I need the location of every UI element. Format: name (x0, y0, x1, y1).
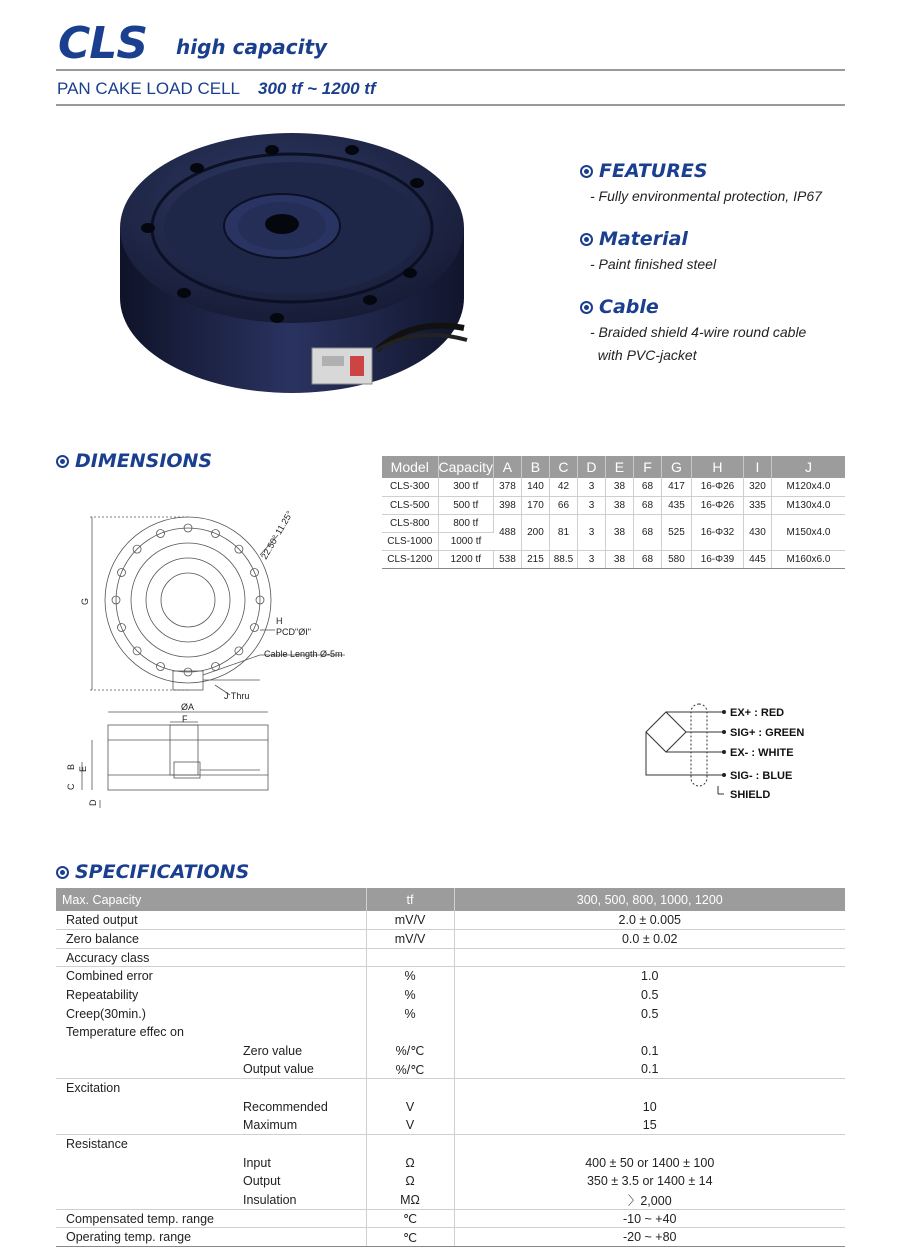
g-label: G (80, 597, 90, 605)
spec-value: 〉2,000 (454, 1191, 845, 1210)
f-label: F (182, 714, 188, 724)
cell: M120x4.0 (771, 478, 845, 496)
spec-item: Temperature effec on (56, 1023, 366, 1042)
material-heading (580, 228, 716, 250)
cell: 170 (521, 496, 549, 514)
cell: 38 (605, 550, 633, 568)
spec-value: 350 ± 3.5 or 1400 ± 14 (586, 1174, 713, 1189)
specifications-header-row (56, 888, 845, 911)
col-b: B (521, 456, 549, 478)
spec-item: Operating temp. range (56, 1228, 366, 1247)
spec-item: Accuracy class (56, 948, 366, 967)
cell: 3 (577, 514, 605, 550)
material-section (580, 228, 716, 276)
material-title: Material (599, 228, 688, 250)
features-text: - Fully environmental protection, IP67 (590, 188, 822, 204)
cell: 68 (633, 550, 661, 568)
spec-row (56, 1135, 845, 1154)
cell: 215 (521, 550, 549, 568)
cell: 16-Φ26 (691, 478, 743, 496)
cell: 300 tf (438, 478, 493, 496)
spec-value: 0.5 (641, 1006, 659, 1021)
spec-unit: Ω (366, 1172, 454, 1191)
cell: CLS-800 (382, 514, 438, 532)
spec-unit (366, 1079, 454, 1098)
spec-unit (366, 1135, 454, 1154)
spec-header-value: 300, 500, 800, 1000, 1200 (454, 888, 845, 911)
spec-value: 0.5 (641, 987, 659, 1002)
spec-header-item: Max. Capacity (56, 888, 366, 911)
spec-item: Insulation (56, 1191, 366, 1210)
spec-row (56, 1097, 845, 1116)
cell: 68 (633, 478, 661, 496)
j-thru-label: J Thru (224, 691, 250, 701)
spec-value: 0.1 (454, 1060, 845, 1079)
spec-row (56, 1079, 845, 1098)
header-rule-top (56, 69, 845, 71)
wire-ex-minus: EX- : WHITE (730, 747, 794, 759)
spec-item: Rated output (56, 911, 366, 930)
subtitle-text: PAN CAKE LOAD CELL (57, 79, 240, 98)
spec-row (56, 1172, 845, 1191)
cell: M130x4.0 (771, 496, 845, 514)
cell: 42 (549, 478, 577, 496)
spec-value: 0.0 ± 0.02 (454, 930, 845, 949)
spec-row (56, 1004, 845, 1023)
circle-bullet-icon (56, 866, 69, 879)
cable-heading (580, 296, 806, 318)
col-f: F (633, 456, 661, 478)
cell: 81 (549, 514, 577, 550)
cell: 500 tf (438, 496, 493, 514)
table-row (382, 496, 845, 514)
spec-unit: V (366, 1116, 454, 1135)
spec-item: Output value (56, 1060, 366, 1079)
pcd-label: PCD"ØI" (276, 627, 311, 637)
circle-bullet-icon (580, 233, 593, 246)
header-rule-bottom (56, 104, 845, 106)
dimension-drawing (66, 500, 360, 820)
dimensions-title: DIMENSIONS (75, 450, 213, 472)
spec-item: Excitation (56, 1079, 366, 1098)
specifications-title: SPECIFICATIONS (75, 861, 250, 883)
cell: 398 (493, 496, 521, 514)
spec-value (454, 948, 845, 967)
cell: 3 (577, 550, 605, 568)
spec-value: 400 ± 50 or 1400 ± 100 (585, 1155, 715, 1170)
cell: 445 (743, 550, 771, 568)
cell: 140 (521, 478, 549, 496)
table-row (382, 478, 845, 496)
model-tagline: high capacity (176, 35, 328, 59)
cable-text-line2: with PVC-jacket (590, 347, 697, 363)
features-section (580, 160, 822, 208)
cell: CLS-500 (382, 496, 438, 514)
spec-value: 0.1 (641, 1043, 659, 1058)
cell: M150x4.0 (771, 514, 845, 550)
spec-unit: %/℃ (366, 1060, 454, 1079)
b-label: B (66, 763, 76, 770)
spec-value: -20 ~ +80 (454, 1228, 845, 1247)
wire-sig-minus: SIG- : BLUE (730, 770, 793, 782)
spec-row (56, 1228, 845, 1247)
h-label: H (276, 616, 283, 626)
spec-unit (366, 948, 454, 967)
spec-unit: mV/V (366, 930, 454, 949)
spec-row (56, 986, 845, 1005)
spec-row (56, 930, 845, 949)
cell: CLS-1000 (382, 532, 438, 550)
spec-unit: % (366, 986, 454, 1005)
cell: 378 (493, 478, 521, 496)
specifications-table (56, 888, 845, 1247)
spec-value (454, 1079, 845, 1098)
wiring-diagram (636, 700, 826, 810)
circle-bullet-icon (580, 301, 593, 314)
spec-item: Maximum (56, 1116, 366, 1135)
spec-item: Zero balance (56, 930, 366, 949)
capacity-range: 300 tf ~ 1200 tf (257, 79, 376, 98)
cell: 525 (661, 514, 691, 550)
specifications-heading (56, 861, 249, 883)
spec-item: Repeatability (56, 986, 366, 1005)
dimensions-heading (56, 450, 212, 472)
spec-unit: ℃ (366, 1209, 454, 1228)
cell: 66 (549, 496, 577, 514)
spec-row (56, 1191, 845, 1210)
model-title: CLS (58, 18, 148, 69)
wire-shield: SHIELD (730, 789, 771, 801)
spec-row (56, 1023, 845, 1042)
col-c: C (549, 456, 577, 478)
col-d: D (577, 456, 605, 478)
spec-item: Compensated temp. range (56, 1209, 366, 1228)
spec-row (56, 1041, 845, 1060)
c-label: C (66, 783, 76, 790)
cell: 1200 tf (438, 550, 493, 568)
col-a: A (493, 456, 521, 478)
cell: 417 (661, 478, 691, 496)
features-heading (580, 160, 822, 182)
spec-unit: V (366, 1097, 454, 1116)
col-j: J (771, 456, 845, 478)
cell: 335 (743, 496, 771, 514)
spec-row (56, 1116, 845, 1135)
material-text: - Paint finished steel (590, 256, 717, 272)
spec-unit: mV/V (366, 911, 454, 930)
e-label: E (78, 765, 88, 772)
cell: 88.5 (549, 550, 577, 568)
spec-unit: Ω (366, 1153, 454, 1172)
cell: 16-Φ39 (691, 550, 743, 568)
spec-row (56, 1153, 845, 1172)
spec-row (56, 1060, 845, 1079)
page-subtitle (57, 79, 376, 99)
cell: 16-Φ32 (691, 514, 743, 550)
spec-header-unit: tf (366, 888, 454, 911)
spec-unit: ℃ (366, 1228, 454, 1247)
cell: 430 (743, 514, 771, 550)
cell: 320 (743, 478, 771, 496)
circle-bullet-icon (56, 455, 69, 468)
spec-item: Input (56, 1153, 366, 1172)
cell: 200 (521, 514, 549, 550)
spec-unit: % (366, 967, 454, 986)
load-cell-photo (112, 128, 482, 418)
cell: 3 (577, 478, 605, 496)
cable-title: Cable (599, 296, 659, 318)
cell: M160x6.0 (771, 550, 845, 568)
wire-ex-plus: EX+ : RED (730, 707, 785, 719)
cell: 38 (605, 496, 633, 514)
cell: 3 (577, 496, 605, 514)
cell: 1000 tf (438, 532, 493, 550)
cell: 800 tf (438, 514, 493, 532)
cable-length-label: Cable Length Ø-5m (264, 649, 343, 659)
spec-value: 1.0 (641, 969, 659, 984)
spec-item: Output (56, 1172, 366, 1191)
cell: 488 (493, 514, 521, 550)
cell: 68 (633, 496, 661, 514)
cell: 38 (605, 514, 633, 550)
col-i: I (743, 456, 771, 478)
col-e: E (605, 456, 633, 478)
col-model: Model (382, 456, 438, 478)
cable-text-line1: - Braided shield 4-wire round cable (590, 324, 807, 340)
spec-row (56, 911, 845, 930)
dimensions-header-row (382, 456, 845, 478)
cell: 38 (605, 478, 633, 496)
spec-unit: MΩ (366, 1191, 454, 1210)
spec-item: Recommended (56, 1097, 366, 1116)
cell: 16-Φ26 (691, 496, 743, 514)
spec-item: Creep(30min.) (56, 1004, 366, 1023)
features-title: FEATURES (599, 160, 708, 182)
spec-value: 2.0 ± 0.005 (454, 911, 845, 930)
spec-item: Resistance (56, 1135, 366, 1154)
col-g: G (661, 456, 691, 478)
oa-label: ØA (181, 702, 195, 712)
col-h: H (691, 456, 743, 478)
spec-item: Combined error (56, 967, 366, 986)
spec-unit (366, 1023, 454, 1042)
cell: CLS-300 (382, 478, 438, 496)
spec-unit: %/℃ (366, 1041, 454, 1060)
spec-row (56, 967, 845, 986)
cable-section (580, 296, 806, 367)
cell: 580 (661, 550, 691, 568)
spec-value: -10 ~ +40 (454, 1209, 845, 1228)
spec-unit: % (366, 1004, 454, 1023)
dimensions-table (382, 456, 845, 569)
wire-sig-plus: SIG+ : GREEN (730, 727, 805, 739)
circle-bullet-icon (580, 165, 593, 178)
col-capacity: Capacity (438, 456, 493, 478)
spec-row (56, 1209, 845, 1228)
table-row (382, 514, 845, 532)
spec-value: 10 (642, 1099, 657, 1114)
table-row (382, 550, 845, 568)
spec-value (454, 1135, 845, 1154)
spec-value: 15 (454, 1116, 845, 1135)
spec-row (56, 948, 845, 967)
spec-value (454, 1023, 845, 1042)
spec-item: Zero value (56, 1041, 366, 1060)
cell: CLS-1200 (382, 550, 438, 568)
cell: 435 (661, 496, 691, 514)
angle-label: 22.50° 11.25° (259, 509, 295, 561)
cell: 538 (493, 550, 521, 568)
d-label: D (88, 799, 98, 806)
cell: 68 (633, 514, 661, 550)
